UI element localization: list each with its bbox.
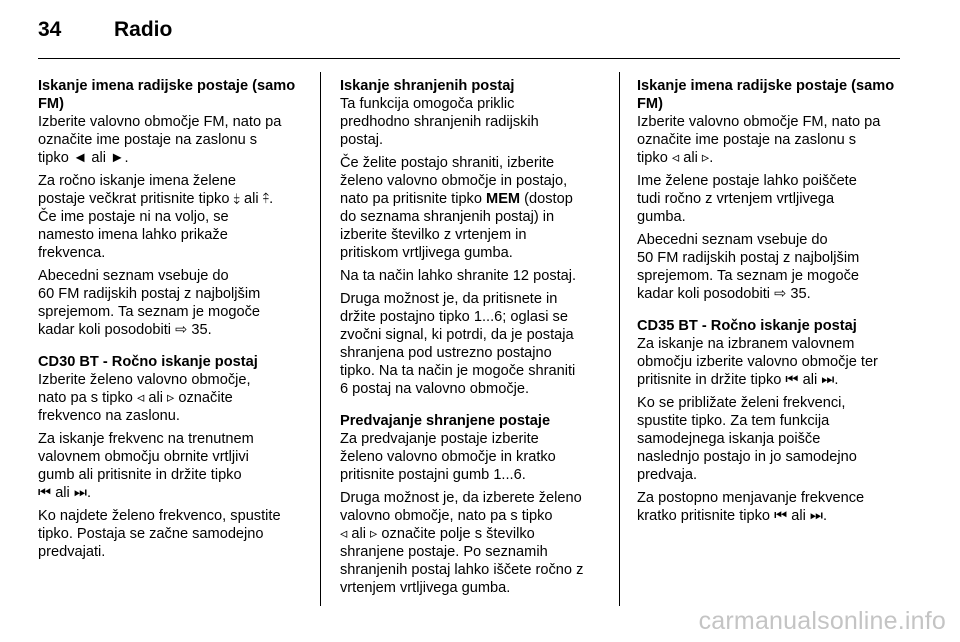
paragraph: Ko se približate želeni frekvenci, spustite tipko. Za tem funkcija samodejnega iskanja poišče naslednjo postajo in jo samodejno predvaja. bbox=[637, 395, 857, 483]
heading-station-name-search: Iskanje imena radijske postaje (samo FM) bbox=[637, 78, 895, 112]
mem-key-label: MEM bbox=[486, 191, 521, 207]
column-divider-1 bbox=[320, 72, 321, 606]
paragraph: Izberite valovno območje FM, nato pa označite ime postaje na zaslonu s tipko ◄ ali ►. bbox=[38, 114, 282, 166]
paragraph: Za predvajanje postaje izberite želeno valovno območje in kratko pritisnite postajni gumb 1...6. bbox=[340, 431, 556, 483]
column-divider-2 bbox=[619, 72, 620, 606]
heading-station-name-search: Iskanje imena radijske postaje (samo FM) bbox=[38, 78, 296, 112]
heading-play-stored-station: Predvajanje shranjene postaje bbox=[340, 413, 551, 429]
paragraph: Izberite želeno valovno območje, nato pa s tipko ◃ ali ▹ označite frekvenco na zaslonu. bbox=[38, 372, 251, 424]
paragraph: Za postopno menjavanje frekvence kratko pritisnite tipko ⏮ ali ⏭. bbox=[637, 490, 865, 524]
paragraph: Ime želene postaje lahko poiščete tudi ročno z vrtenjem vrtljivega gumba. bbox=[637, 173, 857, 225]
page-header bbox=[38, 18, 172, 42]
text-run: (dostop do seznama shranjenih postaj) in izberite številko z vrtenjem in pritiskom vrtljivega gumba. bbox=[340, 191, 573, 261]
column-3 bbox=[637, 77, 909, 530]
paragraph: Za iskanje na izbranem valovnem območju izberite valovno območje ter pritisnite in držite tipko ⏮ ali ⏭. bbox=[637, 336, 878, 388]
paragraph: Druga možnost je, da izberete želeno valovno območje, nato pa s tipko ◃ ali ▹ označite polje s številko shranjene postaje. Po seznamih shranjenih postaj lahko iščete ročno z vrtenjem vrtljivega gumba. bbox=[340, 490, 584, 596]
paragraph bbox=[340, 154, 612, 262]
paragraph: Izberite valovno območje FM, nato pa označite ime postaje na zaslonu s tipko ◃ ali ▹. bbox=[637, 114, 881, 166]
column-1 bbox=[38, 77, 310, 566]
paragraph: Abecedni seznam vsebuje do 50 FM radijskih postaj z najboljšim sprejemom. Ta seznam je mogoče kadar koli posodobiti ⇨ 35. bbox=[637, 232, 860, 302]
column-2 bbox=[340, 77, 612, 602]
heading-stored-stations-search: Iskanje shranjenih postaj bbox=[340, 78, 515, 94]
paragraph: Za iskanje frekvenc na trenutnem valovnem območju obrnite vrtljivi gumb ali pritisnite in držite tipko ⏮ ali ⏭. bbox=[38, 431, 254, 501]
text-run: Če želite postajo shraniti, izberite želeno valovno območje in postajo, nato pa pritisnite tipko bbox=[340, 155, 568, 207]
page-number: 34 bbox=[38, 18, 62, 41]
paragraph: Ko najdete želeno frekvenco, spustite tipko. Postaja se začne samodejno predvajati. bbox=[38, 508, 281, 560]
paragraph: Na ta način lahko shranite 12 postaj. bbox=[340, 268, 577, 284]
paragraph: Za ročno iskanje imena želene postaje večkrat pritisnite tipko ⤈ ali ⤉. Če ime postaje ni na voljo, se namesto imena lahko prikaže frekvenca. bbox=[38, 173, 274, 261]
header-rule bbox=[38, 58, 900, 59]
paragraph: Abecedni seznam vsebuje do 60 FM radijskih postaj z najboljšim sprejemom. Ta seznam je mogoče kadar koli posodobiti ⇨ 35. bbox=[38, 268, 261, 338]
paragraph: Druga možnost je, da pritisnete in držite postajno tipko 1...6; oglasi se zvočni signal, ki potrdi, da je postaja shranjena pod ustrezno postajno tipko. Na ta način je mogoče shraniti 6 postaj na valovno območje. bbox=[340, 291, 576, 397]
watermark: carmanualsonline.info bbox=[698, 607, 946, 635]
paragraph: Ta funkcija omogoča priklic predhodno shranjenih radijskih postaj. bbox=[340, 96, 539, 148]
section-title: Radio bbox=[114, 18, 173, 41]
heading-cd35-manual-search: CD35 BT - Ročno iskanje postaj bbox=[637, 318, 857, 334]
heading-cd30-manual-search: CD30 BT - Ročno iskanje postaj bbox=[38, 354, 258, 370]
